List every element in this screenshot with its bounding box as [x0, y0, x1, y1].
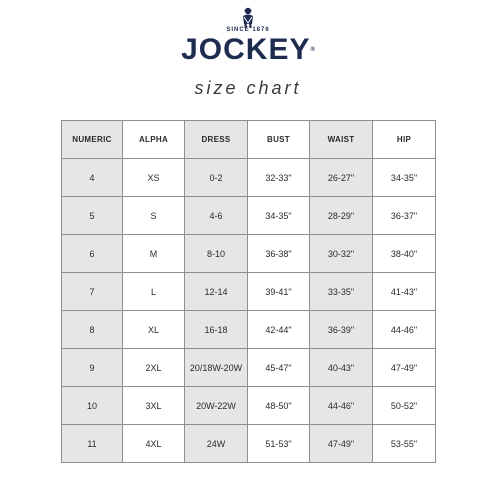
header-waist: WAIST — [310, 121, 373, 159]
cell-hip: 50-52" — [373, 387, 436, 425]
cell-dress: 12-14 — [185, 273, 248, 311]
header-bust: BUST — [248, 121, 310, 159]
cell-hip: 47-49" — [373, 349, 436, 387]
header-row — [62, 121, 436, 159]
cell-alpha: 2XL — [123, 349, 185, 387]
cell-dress: 4-6 — [185, 197, 248, 235]
cell-hip: 44-46" — [373, 311, 436, 349]
table-row — [62, 349, 436, 387]
cell-waist: 36-39" — [310, 311, 373, 349]
table-row — [62, 387, 436, 425]
registered-mark: ® — [310, 47, 315, 53]
cell-bust: 48-50" — [248, 387, 310, 425]
cell-waist: 47-49" — [310, 425, 373, 463]
table-header — [62, 121, 436, 159]
header-dress: DRESS — [185, 121, 248, 159]
cell-alpha: M — [123, 235, 185, 273]
cell-numeric: 5 — [62, 197, 123, 235]
cell-numeric: 11 — [62, 425, 123, 463]
cell-alpha: 4XL — [123, 425, 185, 463]
brand-name: JOCKEY — [181, 33, 311, 66]
cell-alpha: XS — [123, 159, 185, 197]
brand-tagline: SINCE 1876 — [226, 27, 270, 33]
cell-hip: 34-35" — [373, 159, 436, 197]
brand-header — [0, 6, 496, 70]
table-body — [62, 159, 436, 463]
cell-alpha: S — [123, 197, 185, 235]
page-subtitle: size chart — [194, 78, 302, 98]
cell-numeric: 8 — [62, 311, 123, 349]
cell-waist: 44-46" — [310, 387, 373, 425]
cell-waist: 40-43" — [310, 349, 373, 387]
cell-bust: 34-35" — [248, 197, 310, 235]
table-row — [62, 159, 436, 197]
header-hip: HIP — [373, 121, 436, 159]
cell-numeric: 9 — [62, 349, 123, 387]
cell-waist: 30-32" — [310, 235, 373, 273]
cell-dress: 0-2 — [185, 159, 248, 197]
cell-numeric: 10 — [62, 387, 123, 425]
cell-alpha: L — [123, 273, 185, 311]
cell-dress: 8-10 — [185, 235, 248, 273]
table-row — [62, 311, 436, 349]
table-row — [62, 197, 436, 235]
table-row — [62, 425, 436, 463]
table-row — [62, 235, 436, 273]
cell-bust: 32-33" — [248, 159, 310, 197]
cell-numeric: 6 — [62, 235, 123, 273]
size-chart-table — [61, 120, 436, 463]
cell-waist: 33-35" — [310, 273, 373, 311]
cell-waist: 28-29" — [310, 197, 373, 235]
cell-numeric: 4 — [62, 159, 123, 197]
cell-bust: 36-38" — [248, 235, 310, 273]
cell-waist: 26-27" — [310, 159, 373, 197]
table-row — [62, 273, 436, 311]
header-alpha: ALPHA — [123, 121, 185, 159]
cell-numeric: 7 — [62, 273, 123, 311]
header-numeric: NUMERIC — [62, 121, 123, 159]
cell-dress: 20/18W-20W — [185, 349, 248, 387]
cell-alpha: 3XL — [123, 387, 185, 425]
cell-bust: 42-44" — [248, 311, 310, 349]
brand-logo — [0, 34, 496, 66]
cell-dress: 24W — [185, 425, 248, 463]
cell-hip: 36-37" — [373, 197, 436, 235]
cell-bust: 51-53" — [248, 425, 310, 463]
cell-bust: 39-41" — [248, 273, 310, 311]
cell-hip: 41-43" — [373, 273, 436, 311]
cell-dress: 16-18 — [185, 311, 248, 349]
cell-bust: 45-47" — [248, 349, 310, 387]
cell-hip: 38-40" — [373, 235, 436, 273]
cell-alpha: XL — [123, 311, 185, 349]
cell-hip: 53-55" — [373, 425, 436, 463]
cell-dress: 20W-22W — [185, 387, 248, 425]
